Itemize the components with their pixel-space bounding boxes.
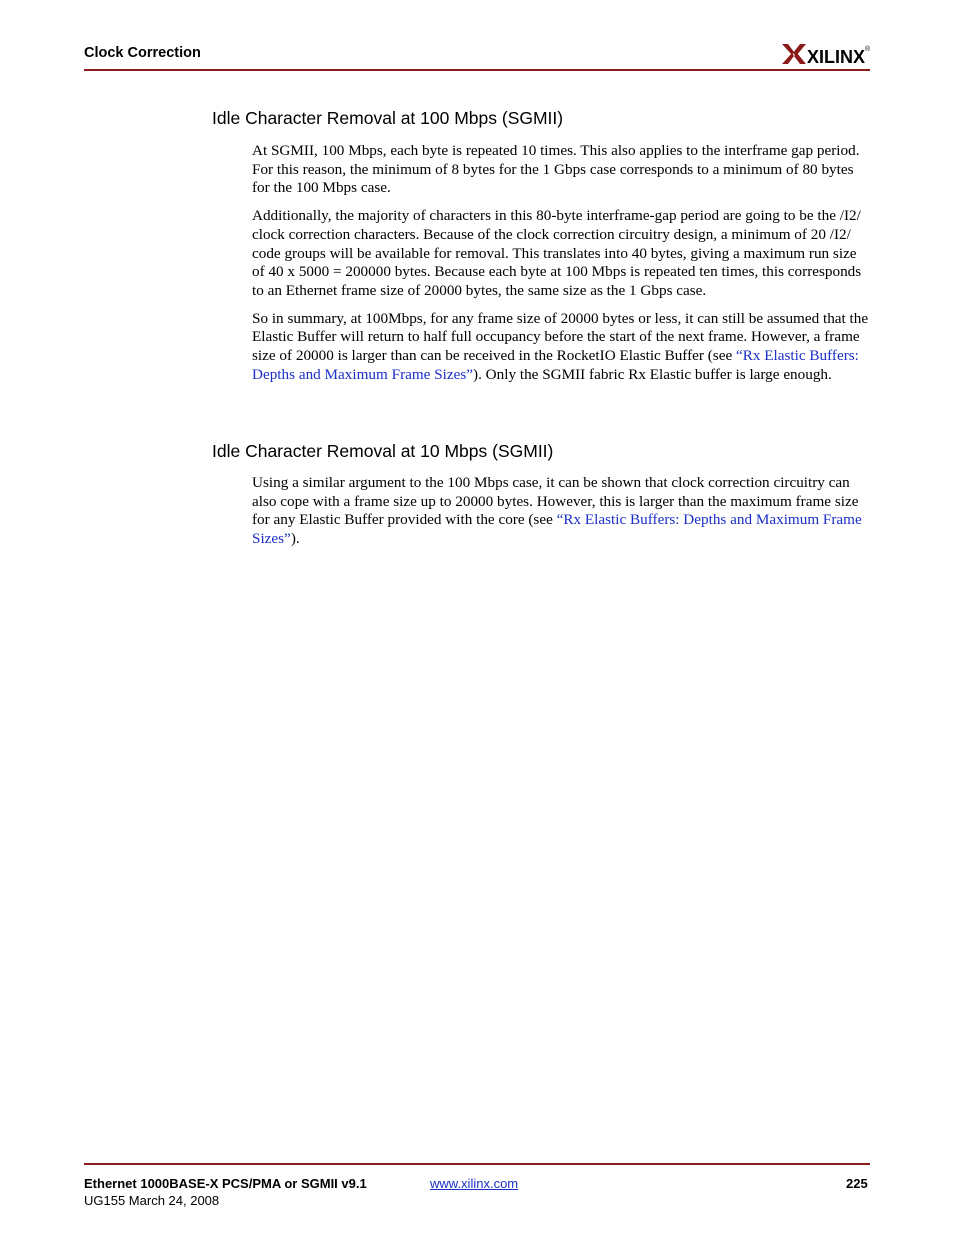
- cross-reference-link[interactable]: “Rx Elastic Buffers: Depths and Maximum Frame Sizes”: [252, 511, 862, 548]
- section-body-10mbps: [252, 474, 872, 558]
- logo-text: XILINX: [807, 47, 866, 67]
- paragraph: [252, 474, 872, 549]
- footer-url-link[interactable]: www.xilinx.com: [430, 1176, 519, 1191]
- footer-rule: [84, 1163, 870, 1165]
- paragraph-text: ). Only the SGMII fabric Rx Elastic buffer is large enough.: [473, 365, 832, 383]
- logo-registered-mark: ®: [865, 46, 871, 53]
- paragraph-text: ).: [290, 530, 300, 548]
- xilinx-logo-icon: [780, 40, 872, 68]
- paragraph-text: So in summary, at 100Mbps, for any frame size of 20000 bytes or less, it can still be assumed that the Elastic Buffer will return to half full occupancy before the start of the next frame. However, a frame size of 20000 is larger than can be received in the RocketIO Elastic Buffer (see: [252, 309, 869, 365]
- footer-doc-title: Ethernet 1000BASE-X PCS/PMA or SGMII v9.1: [84, 1176, 367, 1191]
- header-section-title: Clock Correction: [84, 45, 201, 61]
- section-heading-100mbps: Idle Character Removal at 100 Mbps (SGMII): [212, 108, 564, 128]
- footer-doc-date: UG155 March 24, 2008: [84, 1193, 220, 1208]
- xilinx-logo: [780, 40, 872, 68]
- paragraph: At SGMII, 100 Mbps, each byte is repeated 10 times. This also applies to the interframe gap period. For this reason, the minimum of 8 bytes for the 1 Gbps case corresponds to a minimum of 80 bytes for the 100 Mbps case.: [252, 142, 860, 197]
- header-rule: [84, 69, 870, 71]
- cross-reference-link[interactable]: “Rx Elastic Buffers: Depths and Maximum Frame Sizes”: [252, 347, 859, 383]
- section-body-100mbps: [252, 142, 872, 393]
- paragraph: Additionally, the majority of characters in this 80-byte interframe-gap period are going to be the /I2/ clock correction characters. Because of the clock correction circuitry design, a minimum of 20 /I2/ code groups will be available for removal. This translates into 40 bytes, giving a maximum run size of 40 x 5000 = 200000 bytes. Because each byte at 100 Mbps is repeated ten times, this corresponds to an Ethernet frame size of 20000 bytes, the same size as the 1 Gbps case.: [252, 207, 862, 299]
- footer-doc-info: [84, 1176, 367, 1208]
- paragraph: [252, 310, 872, 385]
- section-heading-10mbps: Idle Character Removal at 10 Mbps (SGMII): [212, 441, 554, 461]
- page-number: 225: [846, 1176, 868, 1191]
- paragraph-text: Using a similar argument to the 100 Mbps case, it can be shown that clock correction circuitry can also cope with a frame size up to 20000 bytes. However, this is larger than the maximum frame size for any Elastic Buffer provided with the core (see: [252, 474, 859, 529]
